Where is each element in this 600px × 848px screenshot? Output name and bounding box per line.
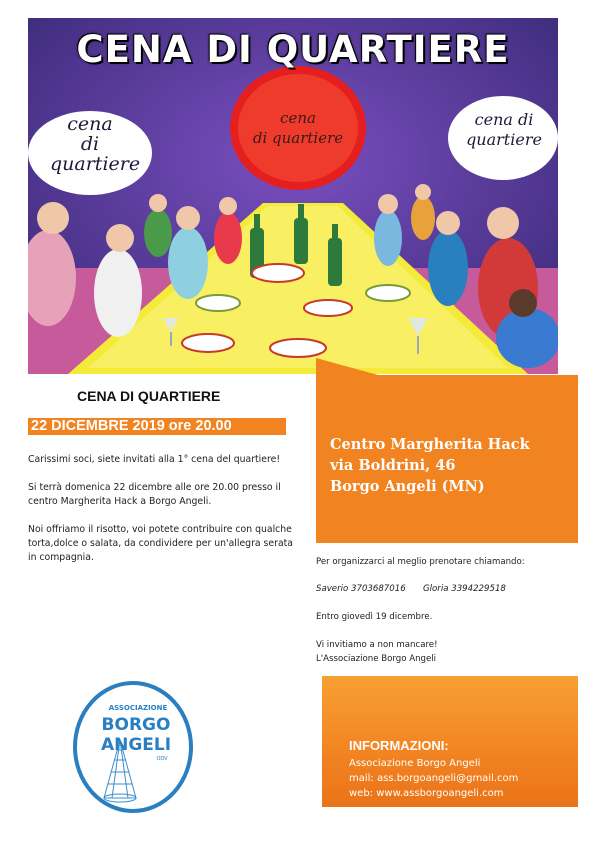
info-web: web: www.assborgoangeli.com (349, 788, 504, 799)
info-name: Associazione Borgo Angeli (349, 758, 481, 769)
contact-saverio: Saverio 3703687016 (316, 584, 406, 594)
booking-deadline: Entro giovedì 19 dicembre. (316, 612, 433, 622)
venue-street: via Boldrini, 46 (330, 457, 456, 474)
offer-line: torta,dolce o salata, da condividere per un'allegra serata (28, 538, 293, 549)
venue-town: Borgo Angeli (MN) (330, 478, 485, 495)
logo-line2: BORGO (101, 715, 171, 735)
association-logo (72, 680, 194, 814)
bubble-left-line: cena (67, 113, 113, 135)
logo-line4: ODV (156, 756, 168, 762)
venue-address (330, 434, 530, 497)
offer-paragraph (28, 523, 293, 565)
bubble-right-line: cena di (474, 110, 534, 129)
details-paragraph (28, 481, 293, 509)
details-line: centro Margherita Hack a Borgo Angeli. (28, 496, 212, 507)
dinner-painting (28, 18, 558, 374)
bubble-center-text (243, 108, 353, 148)
bubble-left-text (50, 113, 141, 175)
bubble-left-line: quartiere (50, 153, 141, 175)
invitation-paragraph: Carissimi soci, siete invitati alla 1° cena del quartiere! (28, 454, 281, 465)
info-title: INFORMAZIONI: (349, 738, 449, 753)
info-mail: mail: ass.borgoangeli@gmail.com (349, 773, 519, 784)
details-line: Si terrà domenica 22 dicembre alle ore 20.00 presso il (28, 482, 281, 493)
signature-line: L'Associazione Borgo Angeli (316, 654, 437, 664)
event-date: 22 DICEMBRE 2019 ore 20.00 (31, 418, 232, 434)
contact-gloria: Gloria 3394229518 (423, 584, 506, 594)
venue-name: Centro Margherita Hack (330, 436, 530, 453)
date-bar (28, 418, 286, 435)
logo-line1: ASSOCIAZIONE (108, 704, 168, 712)
offer-line: in compagnia. (28, 552, 94, 563)
logo-line3: ANGELI (100, 735, 172, 755)
bubble-center-line: cena (280, 109, 316, 127)
offer-line: Noi offriamo il risotto, voi potete contribuire con qualche (28, 524, 292, 535)
info-box (322, 676, 578, 807)
hero-title: CENA DI QUARTIERE (76, 28, 510, 71)
bubble-right-line: quartiere (466, 130, 542, 149)
bubble-right-text (456, 110, 552, 150)
hero-illustration (28, 18, 558, 374)
closing-line: Vi invitiamo a non mancare! (316, 640, 438, 650)
event-heading: CENA DI QUARTIERE (77, 388, 221, 404)
booking-intro: Per organizzarci al meglio prenotare chiamando: (316, 557, 525, 567)
logo-emblem (72, 680, 194, 814)
bubble-center-line: di quartiere (252, 129, 344, 147)
bubble-left-line: di (80, 133, 100, 155)
